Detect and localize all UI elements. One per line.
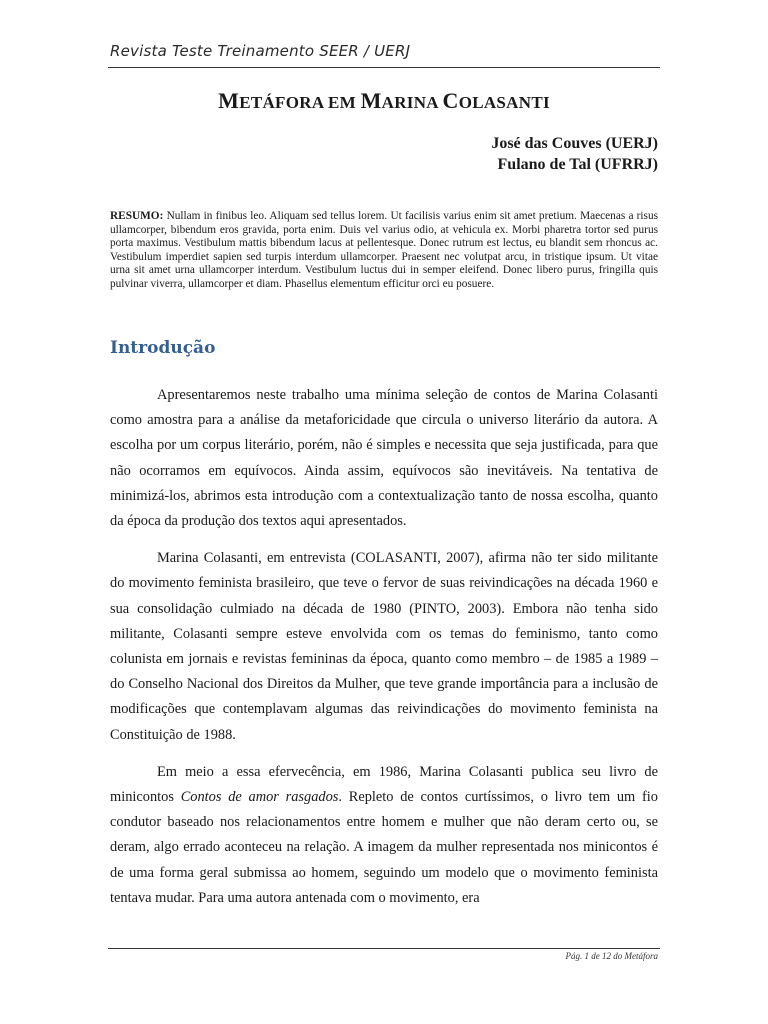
paragraph: Apresentaremos neste trabalho uma mínima seleção de contos de Marina Colasanti como amostra para a análise da metaforicidade que circula o universo literário da autora. A escolha por um corpus literário, porém, não é simples e necessita que seja justificada, para que não ocorramos em equívocos. Ainda assim, equívocos são inevitáveis. Na tentativa de minimizá-los, abrimos esta introdução com a contextualização tanto de nossa escolha, quanto da época da produção dos textos aqui apresentados. bbox=[110, 387, 658, 530]
abstract-text: Nullam in finibus leo. Aliquam sed tellus lorem. Ut facilisis varius enim sit amet pretium. Maecenas a risus ullamcorper, bibendum eros gravida, porta enim. Duis vel varius odio, at vehicula ex. Morbi pharetra tortor sed purus porta maximus. Vestibulum mattis bibendum lacus at pellentesque. Donec rutrum est lectus, eu blandit sem rhoncus ac. Vestibulum imperdiet sapien sed turpis interdum ullamcorper. Praesent nec volutpat arcu, in tristique ipsum. Ut vitae urna sit amet urna ullamcorper interdum. Vestibulum luctus dui in semper eleifend. Donec libero purus, fringilla quis pulvinar viverra, ullamcorper et diam. Phasellus elementum efficitur orci eu posuere. bbox=[110, 210, 658, 290]
abstract-label: RESUMO: bbox=[110, 210, 164, 222]
paragraph bbox=[110, 760, 658, 911]
paragraph: Marina Colasanti, em entrevista (COLASANTI, 2007), afirma não ter sido militante do movimento feminista brasileiro, que teve o fervor de suas reivindicações na década 1960 e sua consolidação culmiado na década de 1980 (PINTO, 2003). Embora não tenha sido militante, Colasanti sempre esteve envolvida com os temas do feminismo, tanto como colunista em jornais e revistas femininas da época, quanto como membro – de 1985 a 1989 – do Conselho Nacional dos Direitos da Mulher, que teve grande importância para a inclusão de modificações que contemplavam algumas das reivindicações do movimento feminista na Constituição de 1988. bbox=[110, 550, 658, 743]
abstract bbox=[110, 210, 658, 291]
article-title bbox=[108, 88, 660, 114]
body-text bbox=[110, 383, 658, 923]
book-title: Contos de amor rasgados bbox=[180, 789, 339, 806]
title-smallcaps: OLASANTI bbox=[458, 93, 550, 112]
author-list bbox=[491, 133, 658, 175]
author-name: José das Couves (UERJ) bbox=[491, 135, 658, 152]
footer-divider bbox=[108, 948, 660, 949]
title-cap: M bbox=[360, 88, 382, 113]
page-footer: Pág. 1 de 12 do Metáfora bbox=[565, 951, 658, 961]
paragraph-text: Em meio a essa efervecência, em 1986, Marina Colasanti publica seu livro de minicontos bbox=[110, 763, 658, 806]
section-heading: Introdução bbox=[110, 338, 216, 358]
header-divider bbox=[108, 67, 660, 68]
title-cap: M bbox=[218, 88, 240, 113]
author-name: Fulano de Tal (UFRRJ) bbox=[497, 156, 658, 173]
running-header: Revista Teste Treinamento SEER / UERJ bbox=[110, 42, 411, 60]
paragraph-text: . Repleto de contos curtíssimos, o livro tem um fio condutor baseado nos relacionamentos entre homem e mulher que não deram certo ou, se deram, algo errado aconteceu na relação. A imagem da mulher representada nos minicontos é de uma forma geral submissa ao homem, seguindo um modelo que o movimento feminista tentava mudar. Para uma autora antenada com o movimento, era bbox=[110, 789, 658, 906]
title-smallcaps: ETÁFORA EM bbox=[239, 93, 361, 112]
title-cap: C bbox=[442, 88, 459, 113]
title-smallcaps: ARINA bbox=[381, 93, 443, 112]
